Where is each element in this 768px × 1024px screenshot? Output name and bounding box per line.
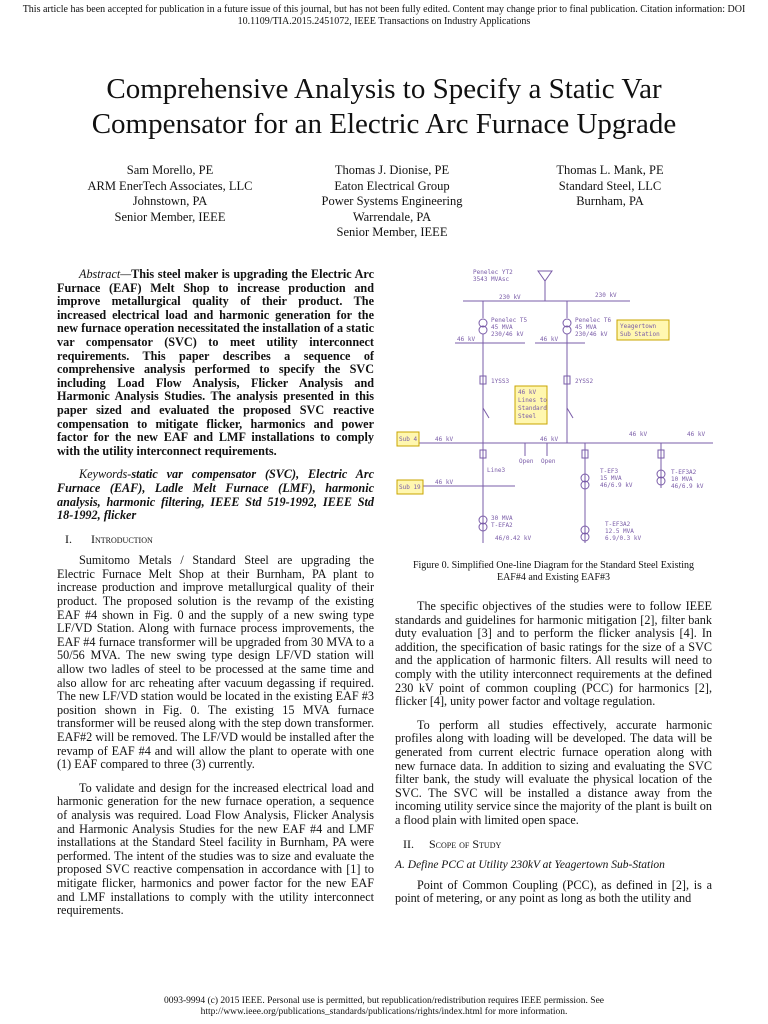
keywords (57, 468, 374, 522)
label-bus46a: 46 kV (457, 336, 476, 343)
label-t6-mva: 45 MVA (575, 324, 597, 331)
one-line-diagram (395, 268, 721, 550)
figure-caption: Figure 0. Simplified One-line Diagram for the Standard Steel Existing EAF#4 and Existing EAF#3 (412, 560, 695, 583)
label-bus46e: 46 kV (687, 431, 706, 438)
author-affiliation: Eaton Electrical Group (334, 178, 450, 193)
label-tef3a2-mva: 10 MVA (671, 476, 693, 483)
label-source-sc: 3543 MVAsc (473, 276, 510, 283)
label-tef3-mva: 15 MVA (600, 475, 622, 482)
label-sub4-kv: 46 kV (435, 436, 454, 443)
label-yeagertown: Yeagertown (620, 323, 657, 330)
label-lines-4: Steel (518, 413, 537, 420)
title-line-2: Compensator for an Electric Arc Furnace Upgrade (91, 108, 677, 140)
label-t6-kv: 230/46 kV (575, 331, 608, 338)
label-t12-kv: 6.9/0.3 kV (605, 535, 642, 542)
label-bus230a: 230 kV (499, 294, 521, 301)
label-t12-mva: 12.5 MVA (605, 528, 634, 535)
abstract-text: This steel maker is upgrading the Electric Arc Furnace (EAF) Melt Shop to increase production and improve metallurgical quality of their product. The increased electrical load and harmonic generation for the new furnace operation necessitated the installation of a static var compensator (SVC) to meet utility interconnect requirements. This paper describes a sequence of comprehensive analysis performed to specify the SVC including Load Flow Analysis, Flicker Analysis and Harmonic Analysis Studies. The analysis presented in this paper sized and evaluated the proposed SVC reactive compensation to mitigate flicker, harmonics and power factor for the new EAF and LMF installations to comply with the utility interconnect requirements. (57, 267, 374, 458)
label-t6-name: Penelec T6 (575, 317, 612, 324)
title-line-1: Comprehensive Analysis to Specify a Static Var (106, 73, 662, 105)
author-name: Thomas L. Mank, PE (556, 163, 664, 177)
banner-line-2: 10.1109/TIA.2015.2451072, IEEE Transactions on Industry Applications (237, 16, 531, 27)
paper-title (40, 72, 728, 142)
copyright-footer (0, 996, 768, 1018)
journal-banner (0, 4, 768, 28)
section-heading-2: II. Scope of Study (403, 836, 502, 851)
label-t30-kv: 46/0.42 kV (495, 535, 532, 542)
section-heading-1: I. Introduction (65, 531, 153, 546)
author-department: Power Systems Engineering (321, 194, 463, 208)
label-t5-mva: 45 MVA (491, 324, 513, 331)
keywords-text: static var compensator (SVC), Electric Arc Furnace (EAF), Ladle Melt Furnace (LMF), harmonic analysis, harmonic filtering, IEEE Std 519-1992, IEEE Std 18-1992, flicker (57, 467, 374, 523)
intro-paragraph-1: Sumitomo Metals / Standard Steel are upgrading the Electric Furnace Melt Shop at their Burnham, PA plant to increase production and improve metallurgical quality of their product. The proposed solution is the revamp of the existing EAF #4 shown in Fig. 0 and the supply of a new swing type LF/VD Station. Along with furnace process improvements, the EAF #4 furnace transformer will be upgraded from 30 MVA to a 50/56 MVA. The new swing type design LF/VD station will allow two ladles of steel to be processed at the same time and also allow for arc reheating after vacuum degassing if required. The new LF/VD station would be located in the existing EAF #3 position shown in Fig. 0. The existing 15 MVA furnace transformer will be reused along with the step down transformer. EAF#2 will be removed. The LF/VD would be installed after the revamp of EAF #4 and will allow the plant to operate with one (1) EAF compared to three (3) currently. (57, 553, 374, 772)
banner-line-1: This article has been accepted for publication in a future issue of this journal, but has not been fully edited. Content may change prior to final publication. Citation information: DOI (22, 4, 746, 15)
author-location: Burnham, PA (576, 194, 644, 208)
label-1yss3: 1YSS3 (491, 378, 510, 385)
label-lines-1: 46 kV (518, 389, 537, 396)
label-tef3-name: T-EF3 (600, 468, 619, 475)
abstract (57, 268, 374, 458)
label-t12-name: T-EF3A2 (605, 521, 631, 528)
label-bus230b: 230 kV (595, 292, 617, 299)
body-paragraph-1: The specific objectives of the studies were to follow IEEE standards and guidelines for harmonic mitigation [2], filter bank duty evaluation [3] and to perform the flicker analysis [4]. In addition, the specification of basic ratings for the size of a SVC and the application of harmonic filters. All results will need to comply with the utility interconnect requirements at the defined 230 kV point of common coupling (PCC) for harmonics [2], flicker [4], unity power factor and voltage regulation. (395, 599, 712, 709)
label-sub19-kv: 46 kV (435, 479, 454, 486)
left-column (57, 268, 374, 928)
label-tef3a2-kv: 46/6.9 kV (671, 483, 704, 490)
label-bus46d: 46 kV (629, 431, 648, 438)
author-affiliation: Standard Steel, LLC (558, 178, 662, 193)
label-substation: Sub Station (620, 331, 660, 338)
author-location: Johnstown, PA (132, 194, 208, 208)
abstract-lead: Abstract— (79, 267, 132, 281)
author-membership: Senior Member, IEEE (114, 209, 226, 224)
label-t5-name: Penelec T5 (491, 317, 528, 324)
label-bus46b: 46 kV (540, 336, 559, 343)
label-2yss2: 2YSS2 (575, 378, 594, 385)
author-3 (510, 163, 710, 210)
author-2 (292, 163, 492, 241)
label-lines-3: Standard (518, 405, 547, 412)
intro-paragraph-2: To validate and design for the increased electrical load and harmonic generation for the new furnace operation, a sequence of analysis was required. Load Flow Analysis, Flicker Analysis and Harmonic Analysis Studies for the new EAF #4 and LMF installations at the Standard Steel facility in Burnham, PA were performed. The intent of the studies was to size and evaluate the proposed SVC reactive compensation in accordance with [1] to mitigate flicker, harmonics and power factor for the new EAF and LMF installations to comply with the utility interconnect requirements. (57, 780, 374, 918)
label-open-1: Open (519, 458, 534, 465)
author-membership: Senior Member, IEEE (336, 225, 448, 239)
footer-line-1: 0093-9994 (c) 2015 IEEE. Personal use is permitted, but republication/redistribution requires IEEE permission. See (163, 996, 605, 1006)
author-1 (70, 163, 270, 225)
subsection-heading-a: A. Define PCC at Utility 230kV at Yeagertown Sub-Station (395, 859, 665, 872)
body-paragraph-3: Point of Common Coupling (PCC), as defined in [2], is a point of metering, or any point as long as both the utility and (395, 877, 712, 906)
right-column (395, 268, 712, 916)
author-location: Warrendale, PA (352, 209, 432, 224)
author-affiliation: ARM EnerTech Associates, LLC (87, 178, 253, 193)
label-t5-kv: 230/46 kV (491, 331, 524, 338)
footer-line-2: http://www.ieee.org/publications_standards/publications/rights/index.html for more information. (200, 1007, 568, 1017)
label-t30-name: T-EFA2 (491, 522, 513, 529)
label-sub4: Sub 4 (399, 436, 418, 443)
keywords-lead: Keywords- (79, 467, 132, 482)
label-source: Penelec YT2 (473, 269, 513, 276)
label-bus46c: 46 kV (540, 436, 559, 443)
label-tef3-kv: 46/6.9 kV (600, 482, 633, 489)
label-sub19: Sub 19 (399, 484, 421, 491)
label-open-2: Open (541, 458, 556, 465)
author-name: Sam Morello, PE (126, 163, 214, 177)
label-line3: Line3 (487, 467, 506, 474)
label-tef3a2-name: T-EF3A2 (671, 469, 697, 476)
body-paragraph-2: To perform all studies effectively, accurate harmonic profiles along with loading will be developed. The data will be generated from current electric furnace operation along with new furnace data. In addition to sizing and evaluating the SVC filter bank, the study will evaluate the physical location of the SVC. The SVC will be installed a distance away from the incoming utility service since the majority of the plant is built on a flood plain with limited open space. (395, 717, 712, 827)
author-name: Thomas J. Dionise, PE (334, 163, 450, 177)
label-lines-2: Lines to (518, 397, 547, 404)
label-t30-mva: 30 MVA (491, 515, 513, 522)
